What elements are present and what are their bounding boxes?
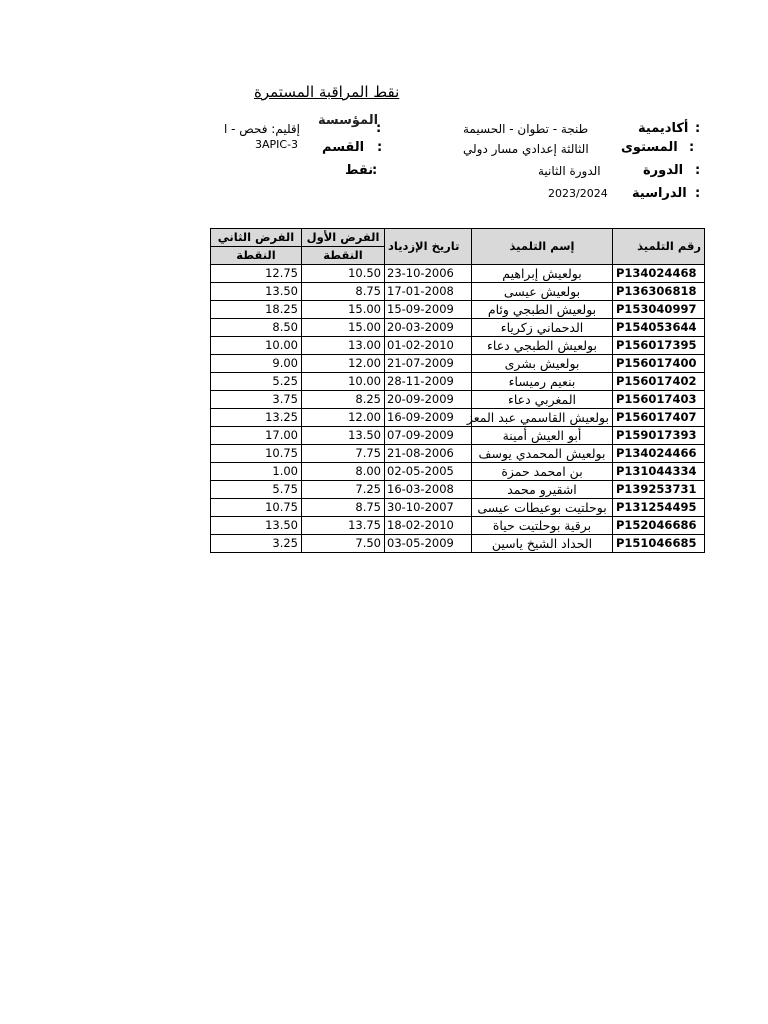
student-code-cell: P134024466 [613, 445, 705, 463]
grade1-cell: 15.00 [302, 301, 385, 319]
student-code-cell: P131254495 [613, 499, 705, 517]
grades-colon: : [372, 163, 378, 178]
birth-date-cell: 21-07-2009 [385, 355, 472, 373]
student-code-cell: P156017407 [613, 409, 705, 427]
student-code-cell: P156017402 [613, 373, 705, 391]
student-name-cell: بولعيش الطبجي دعاء [472, 337, 613, 355]
birth-date-cell: 28-11-2009 [385, 373, 472, 391]
table-row [211, 319, 705, 337]
page-title: نقط المراقبة المستمرة [254, 83, 400, 101]
birth-date-cell: 18-02-2010 [385, 517, 472, 535]
level-value: الثالثة إعدادي مسار دولي [463, 142, 589, 156]
student-name-cell: بولعيش إبراهيم [472, 265, 613, 283]
table-row [211, 337, 705, 355]
grade2-cell: 17.00 [211, 427, 302, 445]
header-student-code: رقم التلميذ [613, 229, 705, 265]
birth-date-cell: 01-02-2010 [385, 337, 472, 355]
grade2-cell: 13.50 [211, 517, 302, 535]
student-name-cell: الدحماني زكرياء [472, 319, 613, 337]
student-code-cell: P154053644 [613, 319, 705, 337]
grade2-cell: 1.00 [211, 463, 302, 481]
student-code-cell: P131044334 [613, 463, 705, 481]
birth-date-cell: 07-09-2009 [385, 427, 472, 445]
birth-date-cell: 17-01-2008 [385, 283, 472, 301]
header-grade1: النقطة [302, 247, 385, 265]
class-label: القسم [322, 140, 365, 155]
student-code-cell: P156017400 [613, 355, 705, 373]
student-code-cell: P136306818 [613, 283, 705, 301]
student-name-cell: بن امحمد حمزة [472, 463, 613, 481]
header-birth-date: تاريخ الإزدياد [385, 229, 472, 265]
student-name-cell: بولعيش الطبجي وئام [472, 301, 613, 319]
grade1-cell: 7.25 [302, 481, 385, 499]
table-row [211, 265, 705, 283]
table-row [211, 481, 705, 499]
grade2-cell: 12.75 [211, 265, 302, 283]
year-label: الدراسية [632, 186, 687, 201]
grade1-cell: 8.00 [302, 463, 385, 481]
grade2-cell: 10.00 [211, 337, 302, 355]
academy-label: أكاديمية [638, 121, 689, 136]
student-name-cell: بولعيش بشرى [472, 355, 613, 373]
birth-date-cell: 20-03-2009 [385, 319, 472, 337]
student-code-cell: P139253731 [613, 481, 705, 499]
grade1-cell: 13.00 [302, 337, 385, 355]
student-name-cell: المغربي دعاء [472, 391, 613, 409]
student-name-cell: اشقيرو محمد [472, 481, 613, 499]
student-code-cell: P151046685 [613, 535, 705, 553]
table-row [211, 535, 705, 553]
grade2-cell: 10.75 [211, 499, 302, 517]
grade1-cell: 12.00 [302, 355, 385, 373]
student-name-cell: أبو العيش أمينة [472, 427, 613, 445]
grades-table [210, 228, 705, 553]
grade1-cell: 13.50 [302, 427, 385, 445]
grade2-cell: 18.25 [211, 301, 302, 319]
grade2-cell: 13.25 [211, 409, 302, 427]
student-code-cell: P152046686 [613, 517, 705, 535]
region-cut-text: المؤسسة [318, 113, 379, 128]
table-row [211, 373, 705, 391]
student-code-cell: P156017395 [613, 337, 705, 355]
grade2-cell: 5.75 [211, 481, 302, 499]
class-value: 3APIC-3 [255, 138, 299, 151]
table-row [211, 355, 705, 373]
grade2-cell: 3.25 [211, 535, 302, 553]
birth-date-cell: 16-03-2008 [385, 481, 472, 499]
grade1-cell: 12.00 [302, 409, 385, 427]
grade2-cell: 9.00 [211, 355, 302, 373]
birth-date-cell: 15-09-2009 [385, 301, 472, 319]
grades-label: نقط [345, 163, 374, 178]
student-code-cell: P156017403 [613, 391, 705, 409]
grade1-cell: 10.50 [302, 265, 385, 283]
student-code-cell: P153040997 [613, 301, 705, 319]
grade1-cell: 7.75 [302, 445, 385, 463]
year-value: 2023/2024 [548, 187, 608, 200]
header-grade2: النقطة [211, 247, 302, 265]
header-exam2: الفرض الثاني [211, 229, 302, 247]
birth-date-cell: 20-09-2009 [385, 391, 472, 409]
class-colon: : [377, 140, 383, 155]
table-row [211, 391, 705, 409]
table-row [211, 445, 705, 463]
grade1-cell: 15.00 [302, 319, 385, 337]
region-label: إقليم: فحص - ا [224, 122, 300, 136]
grade2-cell: 3.75 [211, 391, 302, 409]
grade2-cell: 8.50 [211, 319, 302, 337]
table-row [211, 463, 705, 481]
student-name-cell: برقية بوحلتيت حياة [472, 517, 613, 535]
grade1-cell: 8.25 [302, 391, 385, 409]
student-name-cell: بولعيش عيسى [472, 283, 613, 301]
table-row [211, 499, 705, 517]
grade2-cell: 10.75 [211, 445, 302, 463]
table-row [211, 427, 705, 445]
level-colon: : [689, 140, 695, 155]
grade1-cell: 8.75 [302, 283, 385, 301]
header-exam1: الفرض الأول [302, 229, 385, 247]
student-code-cell: P159017393 [613, 427, 705, 445]
birth-date-cell: 16-09-2009 [385, 409, 472, 427]
student-name-cell: بولعيش القاسمي عبد المعز [472, 409, 613, 427]
birth-date-cell: 30-10-2007 [385, 499, 472, 517]
session-colon: : [695, 163, 701, 178]
birth-date-cell: 02-05-2005 [385, 463, 472, 481]
grade2-cell: 5.25 [211, 373, 302, 391]
grade2-cell: 13.50 [211, 283, 302, 301]
student-name-cell: بوحلتيت بوعيطات عيسى [472, 499, 613, 517]
birth-date-cell: 23-10-2006 [385, 265, 472, 283]
academy-value: طنجة - تطوان - الحسيمة [463, 122, 589, 136]
level-label: المستوى [621, 140, 678, 155]
academy-colon: : [695, 121, 701, 136]
student-code-cell: P134024468 [613, 265, 705, 283]
grade1-cell: 13.75 [302, 517, 385, 535]
student-name-cell: بنعيم رميساء [472, 373, 613, 391]
session-value: الدورة الثانية [538, 164, 601, 178]
table-row [211, 301, 705, 319]
grade1-cell: 10.00 [302, 373, 385, 391]
birth-date-cell: 03-05-2009 [385, 535, 472, 553]
table-row [211, 517, 705, 535]
student-name-cell: الحداد الشيخ ياسين [472, 535, 613, 553]
year-colon: : [695, 186, 701, 201]
header-student-name: إسم التلميذ [472, 229, 613, 265]
session-label: الدورة [643, 163, 684, 178]
grade1-cell: 7.50 [302, 535, 385, 553]
grade1-cell: 8.75 [302, 499, 385, 517]
table-row [211, 283, 705, 301]
region-colon: : [376, 121, 382, 136]
birth-date-cell: 21-08-2006 [385, 445, 472, 463]
table-row [211, 409, 705, 427]
student-name-cell: بولعيش المحمدي يوسف [472, 445, 613, 463]
